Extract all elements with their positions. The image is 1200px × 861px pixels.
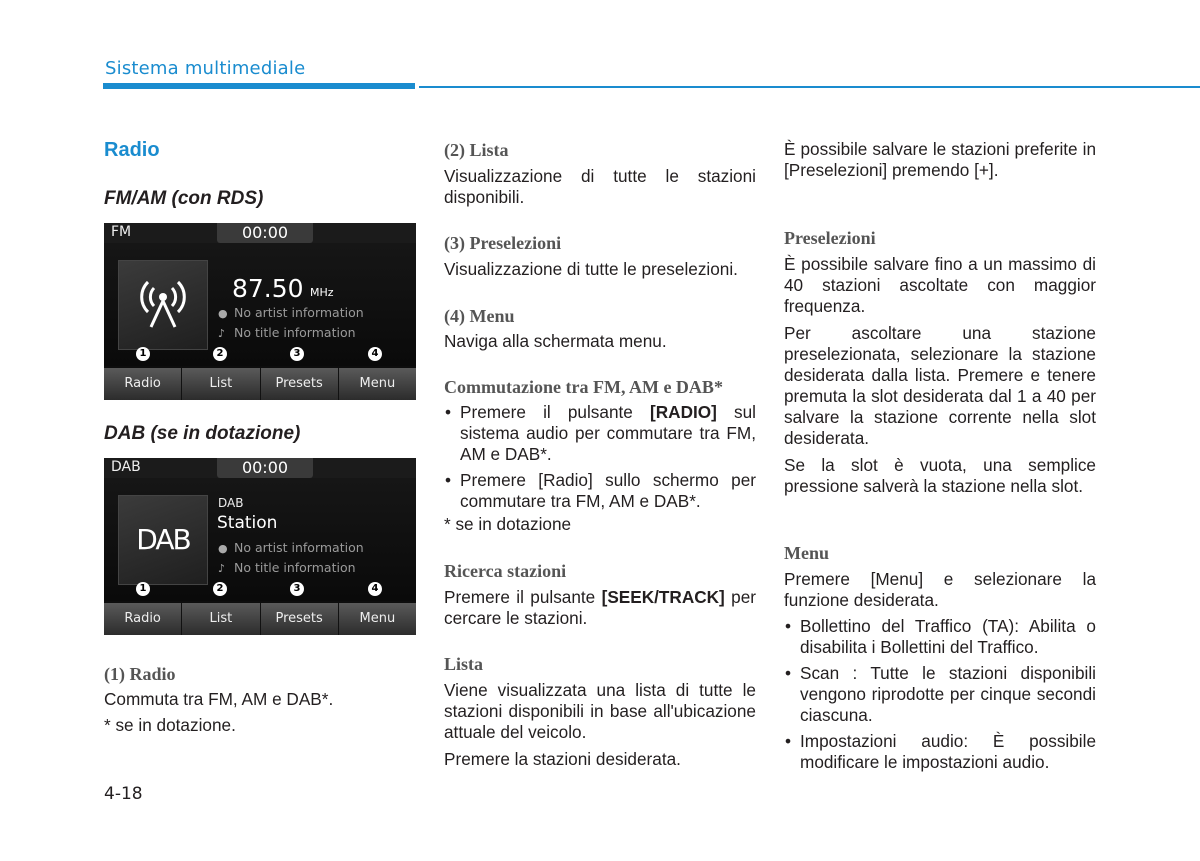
header-rule-thick bbox=[103, 83, 415, 89]
callout-3: 3 bbox=[290, 347, 304, 361]
list-item: • Premere il pulsante [RADIO] sul sistema audio per commutare tra FM, AM e DAB*. bbox=[444, 402, 756, 465]
section-title: Radio bbox=[104, 139, 160, 161]
preselezioni-heading: (3) Preselezioni bbox=[444, 233, 562, 253]
screen-main bbox=[104, 478, 416, 601]
dab-logo-icon bbox=[118, 495, 208, 585]
radio-antenna-icon bbox=[118, 260, 208, 350]
artist-line bbox=[218, 540, 364, 555]
preselezioni2-text-2: Per ascoltare una stazione preselezionata, selezionare la stazione desiderata dalla lista. Premere e tenere premuta la slot desiderata dal 1 a 40 per salvare la stazione corrente nella slot desiderata. bbox=[784, 323, 1096, 448]
seek-track-key: [SEEK/TRACK] bbox=[601, 587, 725, 607]
menu-heading: (4) Menu bbox=[444, 306, 515, 326]
fm-radio-screen bbox=[104, 223, 416, 400]
commutazione-heading: Commutazione tra FM, AM e DAB* bbox=[444, 377, 723, 397]
radio-note: * se in dotazione. bbox=[104, 715, 236, 735]
radio-button[interactable]: Radio bbox=[104, 368, 182, 400]
screen-button-bar bbox=[104, 368, 416, 400]
band-label: DAB bbox=[111, 459, 141, 475]
callout-4: 4 bbox=[368, 347, 382, 361]
title-text: No title information bbox=[233, 560, 356, 575]
callout-1: 1 bbox=[136, 347, 150, 361]
music-note-icon: ♪ bbox=[218, 562, 226, 575]
screen-button-bar bbox=[104, 603, 416, 635]
callout-1: 1 bbox=[136, 582, 150, 596]
commutazione-note: * se in dotazione bbox=[444, 514, 572, 534]
band-label: FM bbox=[111, 224, 132, 240]
header-title: Sistema multimediale bbox=[105, 58, 306, 79]
preselezioni-text: Visualizzazione di tutte le preselezioni. bbox=[444, 259, 738, 279]
menu2-text: Premere [Menu] e selezionare la funzione desiderata. bbox=[784, 569, 1096, 610]
ricerca-heading: Ricerca stazioni bbox=[444, 561, 567, 581]
header-rule-thin bbox=[419, 86, 1200, 88]
menu-button[interactable]: Menu bbox=[339, 603, 416, 635]
lista-heading: (2) Lista bbox=[444, 140, 509, 160]
title-text: No title information bbox=[233, 325, 356, 340]
clock: 00:00 bbox=[217, 223, 313, 243]
list-button[interactable]: List bbox=[182, 368, 260, 400]
preselezioni2-text-3: Se la slot è vuota, una semplice pressione salverà la stazione nella slot. bbox=[784, 455, 1096, 496]
lista2-text-2: Premere la stazioni desiderata. bbox=[444, 749, 681, 769]
frequency-unit: MHz bbox=[310, 286, 334, 299]
list-button[interactable]: List bbox=[182, 603, 260, 635]
station-name: Station bbox=[217, 513, 278, 533]
menu-options-list bbox=[784, 616, 1096, 773]
preselezioni2-text-1: È possibile salvare fino a un massimo di 40 stazioni ascoltate con maggior frequenza. bbox=[784, 254, 1096, 316]
presets-button[interactable]: Presets bbox=[261, 603, 339, 635]
list-item: • Bollettino del Traffico (TA): Abilita o disabilita i Bollettini del Traffico. bbox=[784, 616, 1096, 658]
menu-button[interactable]: Menu bbox=[339, 368, 416, 400]
callout-2: 2 bbox=[213, 347, 227, 361]
person-icon: ● bbox=[218, 542, 228, 555]
lista2-text: Viene visualizzata una lista di tutte le stazioni disponibili in base all'ubicazione attuale del veicolo. bbox=[444, 680, 756, 742]
intro-text: È possibile salvare le stazioni preferite in [Preselezioni] premendo [+]. bbox=[784, 139, 1096, 180]
dab-logo-text: DAB bbox=[136, 523, 190, 556]
preselezioni2-heading: Preselezioni bbox=[784, 228, 876, 248]
dab-label: DAB bbox=[218, 496, 244, 510]
dab-radio-screen bbox=[104, 458, 416, 635]
screen-main bbox=[104, 243, 416, 366]
frequency: 87.50 bbox=[232, 274, 304, 303]
presets-button[interactable]: Presets bbox=[261, 368, 339, 400]
callout-3: 3 bbox=[290, 582, 304, 596]
title-line bbox=[218, 325, 356, 340]
clock: 00:00 bbox=[217, 458, 313, 478]
dab-subtitle: DAB (se in dotazione) bbox=[104, 423, 301, 444]
radio-key: [RADIO] bbox=[650, 402, 717, 422]
list-item: • Impostazioni audio: È possibile modificare le impostazioni audio. bbox=[784, 731, 1096, 773]
callout-2: 2 bbox=[213, 582, 227, 596]
callout-4: 4 bbox=[368, 582, 382, 596]
radio-button[interactable]: Radio bbox=[104, 603, 182, 635]
list-item: • Premere [Radio] sullo schermo per commutare tra FM, AM e DAB*. bbox=[444, 470, 756, 512]
title-line bbox=[218, 560, 356, 575]
lista2-heading: Lista bbox=[444, 654, 484, 674]
list-item: • Scan : Tutte le stazioni disponibili vengono riprodotte per cinque secondi ciascuna. bbox=[784, 663, 1096, 726]
screen-status-bar bbox=[104, 458, 416, 478]
radio-heading: (1) Radio bbox=[104, 664, 176, 684]
lista-text: Visualizzazione di tutte le stazioni disponibili. bbox=[444, 166, 756, 207]
screen-status-bar bbox=[104, 223, 416, 243]
fm-subtitle: FM/AM (con RDS) bbox=[104, 188, 264, 209]
artist-line bbox=[218, 305, 364, 320]
ricerca-text: Premere il pulsante [SEEK/TRACK] per cercare le stazioni. bbox=[444, 587, 756, 628]
commutazione-list bbox=[444, 402, 756, 512]
menu2-heading: Menu bbox=[784, 543, 829, 563]
artist-text: No artist information bbox=[233, 305, 364, 320]
page-number: 4-18 bbox=[104, 784, 143, 804]
artist-text: No artist information bbox=[233, 540, 364, 555]
music-note-icon: ♪ bbox=[218, 327, 226, 340]
radio-text: Commuta tra FM, AM e DAB*. bbox=[104, 689, 334, 709]
menu-text: Naviga alla schermata menu. bbox=[444, 331, 667, 351]
person-icon: ● bbox=[218, 307, 228, 320]
